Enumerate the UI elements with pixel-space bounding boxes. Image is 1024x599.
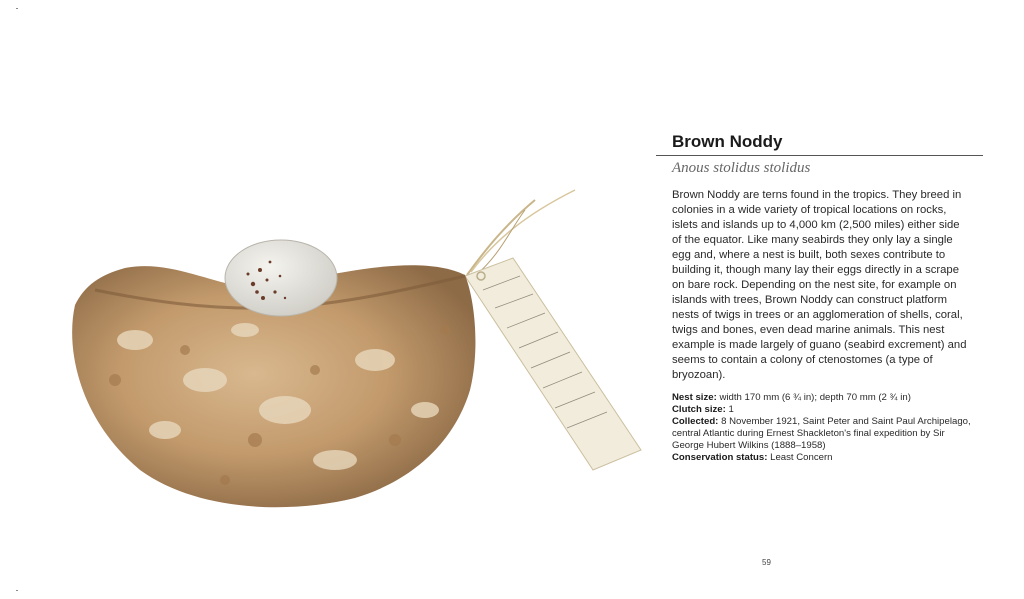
nest-photo	[55, 180, 655, 520]
fact-nest-size-value: width 170 mm (6 ¾ in); depth 70 mm (2 ¾ in)	[719, 392, 911, 403]
scientific-name: Anous stolidus stolidus	[672, 160, 811, 176]
page-title: Brown Noddy	[672, 132, 783, 151]
egg	[225, 240, 337, 316]
page-number: 59	[762, 558, 771, 567]
fact-clutch-size	[672, 404, 972, 416]
fact-clutch-size-label: Clutch size:	[672, 404, 726, 416]
specimen-tag	[465, 258, 641, 470]
fact-conservation-value: Least Concern	[770, 452, 833, 464]
facts-list	[672, 392, 972, 465]
fact-collected-label: Collected:	[672, 416, 719, 428]
string	[467, 190, 575, 276]
fact-conservation-label: Conservation status:	[672, 452, 768, 464]
fact-conservation	[672, 452, 972, 464]
title-rule	[656, 155, 983, 156]
fact-clutch-size-value: 1	[728, 404, 734, 416]
fact-nest-size-label: Nest size:	[672, 392, 717, 403]
fact-nest-size	[672, 392, 972, 404]
description-text: Brown Noddy are terns found in the tropics. They breed in colonies in a wide variety of tropical locations on rocks, islets and islands up to 4,000 km (2,500 miles) either side of the equator. Like many seabirds they only lay a single egg and, where a nest is built, both sexes contribute to building it, though many lay their eggs directly in a scrape on bare rock. Depending on the nest site, for example on islands with trees, Brown Noddy can construct platform nests of twigs in trees or an agglomeration of shells, coral, twigs and bones, even dead marine animals. This nest example is made largely of guano (seabird excrement) and seems to contain a colony of ctenostomes (a type of bryozoan).	[672, 189, 967, 381]
crop-mark	[16, 590, 18, 591]
crop-mark	[16, 8, 18, 9]
fact-collected	[672, 416, 972, 452]
fact-collected-value: 8 November 1921, Saint Peter and Saint Paul Archipelago, central Atlantic during Ernest Shackleton's final expedition by Sir George Hubert Wilkins (1888–1958)	[672, 416, 971, 452]
